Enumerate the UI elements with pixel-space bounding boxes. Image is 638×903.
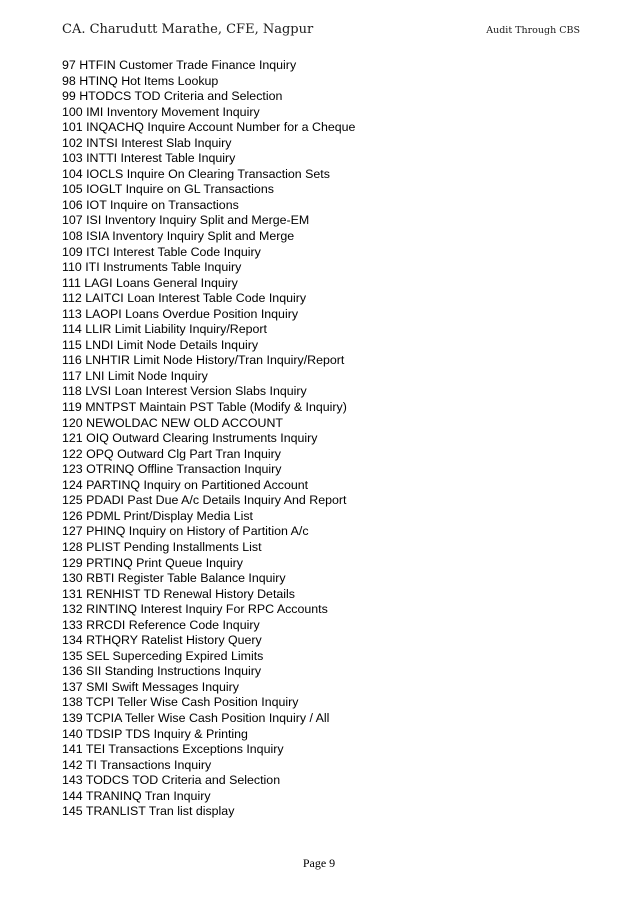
list-item: 137 SMI Swift Messages Inquiry	[62, 679, 239, 694]
list-item: 131 RENHIST TD Renewal History Details	[62, 586, 295, 601]
page-number: Page 9	[302, 856, 336, 870]
list-item: 109 ITCI Interest Table Code Inquiry	[62, 244, 261, 259]
list-item: 145 TRANLIST Tran list display	[62, 804, 235, 819]
list-item: 133 RRCDI Reference Code Inquiry	[62, 617, 260, 632]
list-item: 112 LAITCI Loan Interest Table Code Inquiry	[62, 291, 307, 306]
list-item: 139 TCPIA Teller Wise Cash Position Inquiry / All	[62, 710, 330, 725]
list-item: 120 NEWOLDAC NEW OLD ACCOUNT	[62, 415, 284, 430]
list-item: 127 PHINQ Inquiry on History of Partition A/c	[62, 524, 309, 539]
list-item: 134 RTHQRY Ratelist History Query	[62, 633, 262, 648]
list-item: 118 LVSI Loan Interest Version Slabs Inquiry	[62, 384, 307, 399]
list-item: 122 OPQ Outward Clg Part Tran Inquiry	[62, 446, 281, 461]
header-author: CA. Charudutt Marathe, CFE, Nagpur	[62, 22, 314, 37]
list-item: 143 TODCS TOD Criteria and Selection	[62, 773, 281, 788]
list-item: 101 INQACHQ Inquire Account Number for a Cheque	[62, 120, 356, 135]
list-item: 119 MNTPST Maintain PST Table (Modify & Inquiry)	[62, 400, 347, 415]
list-item: 123 OTRINQ Offline Transaction Inquiry	[62, 462, 282, 477]
list-item: 129 PRTINQ Print Queue Inquiry	[62, 555, 243, 570]
list-item: 124 PARTINQ Inquiry on Partitioned Account	[62, 477, 309, 492]
list-item: 130 RBTI Register Table Balance Inquiry	[62, 571, 286, 586]
list-item: 113 LAOPI Loans Overdue Position Inquiry	[62, 306, 299, 321]
list-item: 98 HTINQ Hot Items Lookup	[62, 73, 219, 88]
list-item: 110 ITI Instruments Table Inquiry	[62, 260, 242, 275]
list-item: 141 TEI Transactions Exceptions Inquiry	[62, 742, 284, 757]
list-item: 115 LNDI Limit Node Details Inquiry	[62, 337, 259, 352]
inquiry-command-list	[62, 58, 355, 820]
list-item: 103 INTTI Interest Table Inquiry	[62, 151, 236, 166]
list-item: 138 TCPI Teller Wise Cash Position Inquiry	[62, 695, 299, 710]
list-item: 102 INTSI Interest Slab Inquiry	[62, 135, 232, 150]
list-item: 108 ISIA Inventory Inquiry Split and Merge	[62, 229, 295, 244]
list-item: 97 HTFIN Customer Trade Finance Inquiry	[62, 58, 297, 72]
header-subject: Audit Through CBS	[486, 25, 580, 36]
list-item: 99 HTODCS TOD Criteria and Selection	[62, 89, 283, 104]
list-item: 132 RINTINQ Interest Inquiry For RPC Accounts	[62, 602, 328, 617]
list-item: 105 IOGLT Inquire on GL Transactions	[62, 182, 274, 197]
list-item: 140 TDSIP TDS Inquiry & Printing	[62, 726, 248, 741]
list-item: 111 LAGI Loans General Inquiry	[62, 275, 238, 290]
list-item: 116 LNHTIR Limit Node History/Tran Inquiry/Report	[62, 353, 345, 368]
list-item: 144 TRANINQ Tran Inquiry	[62, 788, 211, 803]
list-item: 136 SII Standing Instructions Inquiry	[62, 664, 262, 679]
list-item: 135 SEL Superceding Expired Limits	[62, 648, 264, 663]
list-item: 126 PDML Print/Display Media List	[62, 508, 253, 523]
list-item: 125 PDADI Past Due A/c Details Inquiry And Report	[62, 493, 347, 508]
list-item: 100 IMI Inventory Movement Inquiry	[62, 104, 260, 119]
list-item: 142 TI Transactions Inquiry	[62, 757, 212, 772]
list-item: 107 ISI Inventory Inquiry Split and Merge-EM	[62, 213, 310, 228]
page-header	[62, 22, 580, 42]
list-item: 128 PLIST Pending Installments List	[62, 539, 262, 554]
list-item: 121 OIQ Outward Clearing Instruments Inquiry	[62, 431, 318, 446]
list-item: 104 IOCLS Inquire On Clearing Transaction Sets	[62, 166, 330, 181]
list-item: 117 LNI Limit Node Inquiry	[62, 368, 208, 383]
list-item: 106 IOT Inquire on Transactions	[62, 197, 239, 212]
list-item: 114 LLIR Limit Liability Inquiry/Report	[62, 322, 268, 337]
